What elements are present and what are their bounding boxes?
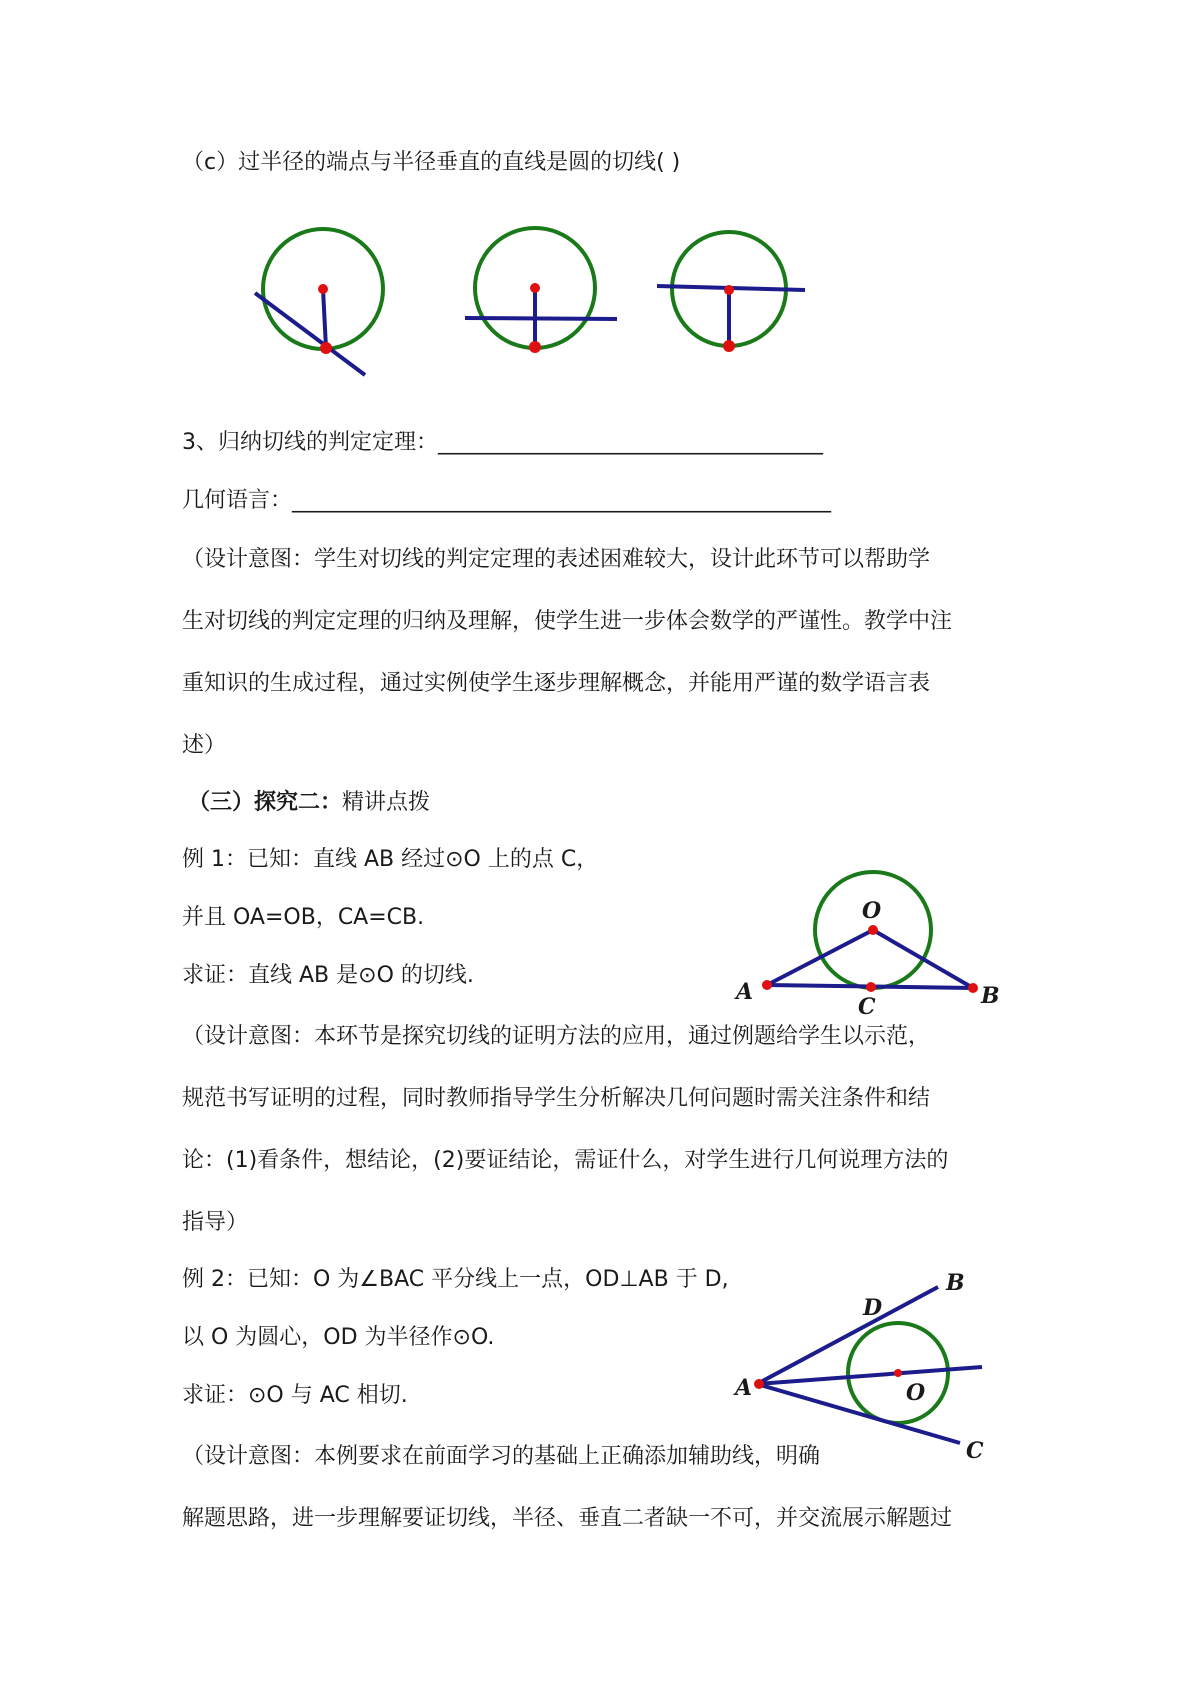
label-A: A [736,979,754,1005]
geometric-language-label: 几何语言： [182,488,293,513]
geometric-language-blank[interactable]: _________________________________________________ [292,488,832,513]
design-intent-3-line-1: （设计意图：本例要求在前面学习的基础上正确添加辅助线，明确 [182,1444,821,1469]
point-O2 [894,1369,902,1377]
example1-line-3: 求证：直线 AB 是⊙O 的切线. [182,963,474,988]
question-c: （c）过半径的端点与半径垂直的直线是圆的切线( ) [182,150,681,175]
point-A2 [754,1379,764,1389]
design-intent-1-line-3: 重知识的生成过程，通过实例使学生逐步理解概念，并能用严谨的数学语言表 [182,671,931,696]
design-intent-1-line-2: 生对切线的判定定理的归纳及理解，使学生进一步体会数学的严谨性。教学中注 [182,609,953,634]
label-O: O [862,898,882,924]
label-C2: C [966,1438,984,1464]
example2-line-2: 以 O 为圆心，OD 为半径作⊙O. [182,1325,495,1350]
design-intent-2-line-4: 指导） [182,1210,249,1235]
example2-line-1: 例 2：已知：O 为∠BAC 平分线上一点，OD⊥AB 于 D, [182,1267,729,1292]
example2-line-3: 求证：⊙O 与 AC 相切. [182,1383,408,1408]
label-B2: B [946,1270,965,1296]
label-D2: D [863,1295,883,1321]
section-heading-rest: 精讲点拨 [342,790,431,815]
example1-line-1: 例 1：已知：直线 AB 经过⊙O 上的点 C， [182,847,599,872]
example1-line-2: 并且 OA=OB，CA=CB. [182,905,425,930]
design-intent-2-line-1: （设计意图：本环节是探究切线的证明方法的应用，通过例题给学生以示范， [182,1024,931,1049]
label-A2: A [735,1375,753,1401]
theorem-label: 3、归纳切线的判定定理： [182,430,438,455]
design-intent-2-line-2: 规范书写证明的过程，同时教师指导学生分析解决几何问题时需关注条件和结 [182,1086,931,1111]
label-B: B [981,983,1000,1009]
label-C: C [858,994,876,1020]
section-heading-bold: （三）探究二： [188,790,343,815]
design-intent-2-line-3: 论：(1)看条件，想结论，(2)要证结论，需证什么，对学生进行几何说理方法的 [182,1148,949,1173]
design-intent-1-line-1: （设计意图：学生对切线的判定定理的表述困难较大，设计此环节可以帮助学 [182,547,931,572]
label-O2: O [906,1380,926,1406]
design-intent-1-line-4: 述） [182,733,227,758]
theorem-blank[interactable]: ___________________________________ [438,430,823,455]
design-intent-3-line-2: 解题思路，进一步理解要证切线，半径、垂直二者缺一不可，并交流展示解题过 [182,1506,953,1531]
